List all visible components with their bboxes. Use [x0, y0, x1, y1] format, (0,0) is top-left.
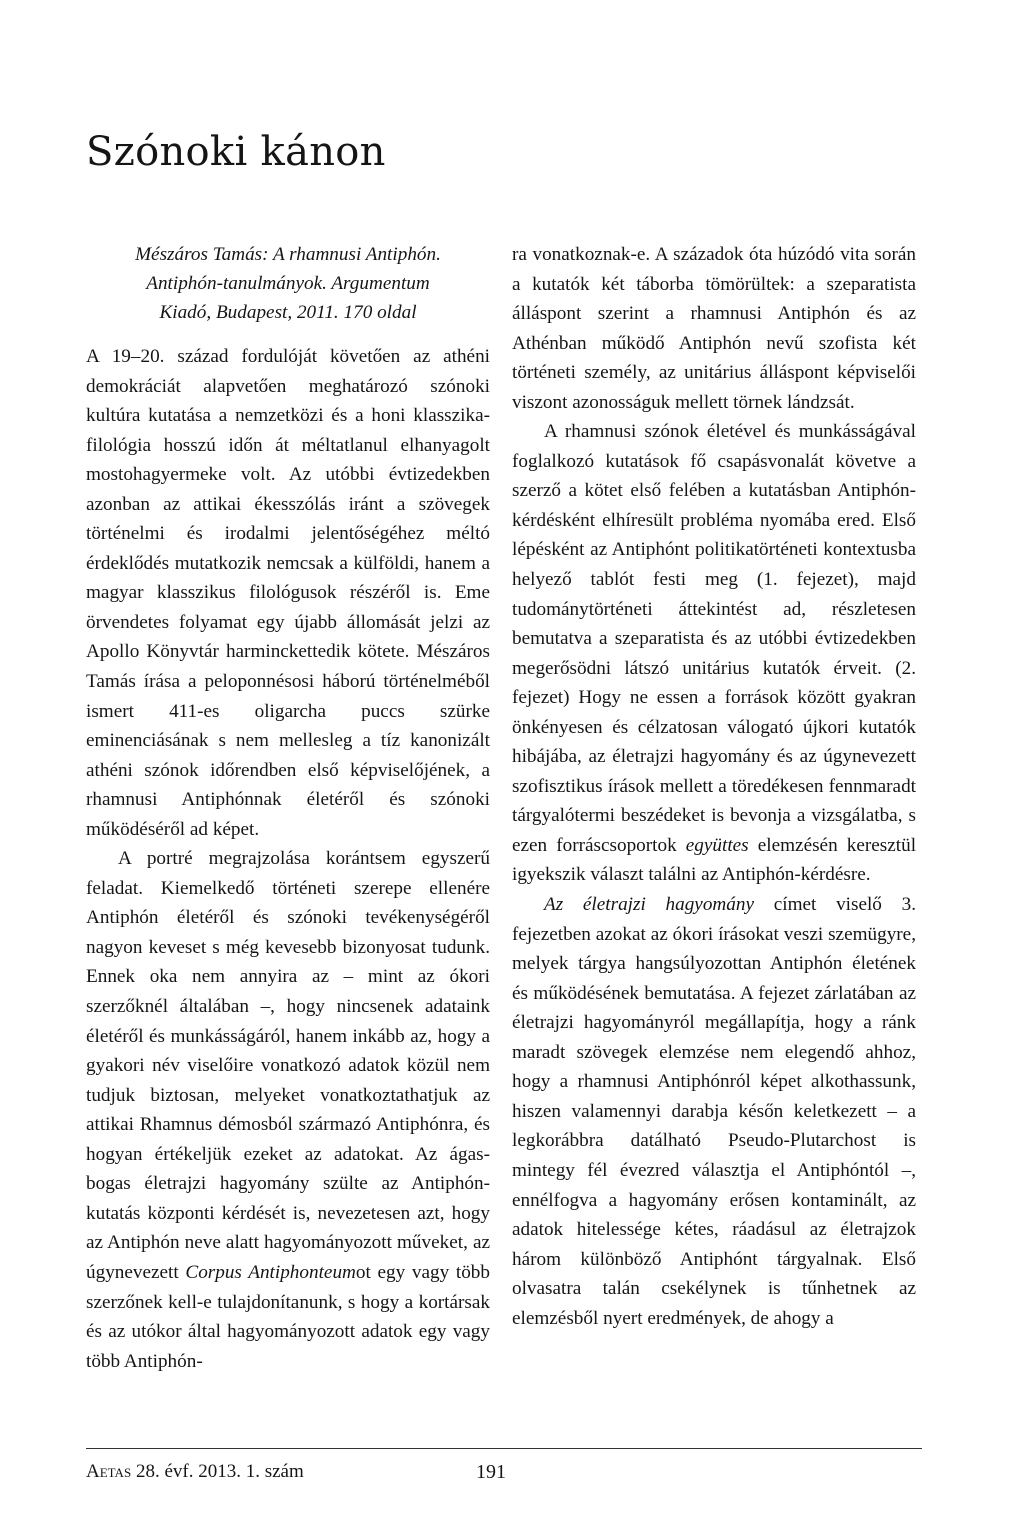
italic-term: együttes: [685, 834, 749, 856]
biblio-line: Antiphón-tanulmányok. Argumentum: [146, 273, 430, 294]
bibliographic-reference: [86, 240, 490, 327]
text-run: A rhamnusi szónok életével és munkásságával foglalkozó kutatások fő csapásvonalát követve a szerző a kötet első felében a kutatásban Antiphón-kérdésként elhíresült probléma nyomába ered. Első lépésként az Antiphónt politikatörténeti kontextusba helyező tablót festi meg (1. fejezet), majd tudománytörténeti áttekintést ad, részletesen bemutatva a szeparatista és az utóbbi évtizedekben megerősödni látszó unitárius kutatók érveit. (2. fejezet) Hogy ne essen a források között gyakran önkényesen és célzatosan válogató újkori kutatók hibájába, az életrajzi hagyomány és az úgynevezett szofisztikus írások mellett a töredékesen fennmaradt tárgyalótermi beszédeket is bevonja a vizsgálatba, s ezen forráscsoportok: [512, 421, 916, 856]
paragraph: [86, 844, 490, 1376]
biblio-line: Mészáros Tamás: A rhamnusi Antiphón.: [135, 244, 441, 265]
page-title: Szónoki kánon: [86, 129, 386, 175]
footer-rule: [86, 1448, 922, 1449]
paragraph: ra vonatkoznak-e. A századok óta húzódó vita során a kutatók két táborba tömörültek: a szeparatista álláspont szerint a rhamnusi Antiphón és az Athénban működő Antiphón nevű szofista két történeti személy, az unitárius álláspont képviselői viszont azonosságuk mellett törnek lándzsát.: [512, 244, 916, 413]
footer-journal: [86, 1461, 304, 1483]
italic-title: Corpus Antiphonteum: [185, 1261, 356, 1283]
text-run: címet viselő 3. fejezetben azokat az ókori írásokat veszi szemügyre, melyek tárgya hangsúlyozottan Antiphón életének és működésének bemutatása. A fejezet zárlatában az életrajzi hagyományról megállapítja, hogy a ránk maradt szövegek elemzése nem elegendő ahhoz, hogy a rhamnusi Antiphónról képet alkothassunk, hiszen valamennyi darabja későn keletkezett – a legkorábbra datálható Pseudo-Plutarchost is mintegy fél évezred választja el Antiphóntól –, ennélfogva a hagyomány erősen kontaminált, az adatok hitelessége kétes, ráadásul az életrajzok három különböző Antiphónt tárgyalnak. Első olvasatra talán csekélynek is tűnhetnek az elemzésből nyert eredmények, de ahogy a: [512, 894, 917, 1329]
text-run: ot egy vagy több szerzőnek kell-e tulajdonítanunk, s hogy a kortársak és az utókor által hagyományozott adatok egy vagy több Antiphón-: [86, 1261, 490, 1372]
biblio-line: Kiadó, Budapest, 2011. 170 oldal: [159, 302, 417, 323]
text-run: elemzésén keresztül igyekszik választ találni az Antiphón-kérdésre.: [512, 834, 917, 886]
paragraph: [512, 417, 916, 890]
paragraph: A 19–20. század fordulóját követően az athéni demokráciát alapvetően meghatározó szónoki kultúra kutatása a nemzetközi és a honi klasszika-filológia hosszú időn át méltatlanul elhanyagolt mostohagyermeke volt. Az utóbbi évtizedekben azonban az attikai ékesszólás iránt a szövegek történelmi és irodalmi jelentőségéhez méltó érdeklődés mutatkozik nemcsak a külföldi, hanem a magyar klasszikus filológusok részéről is. Eme örvendetes folyamat egy újabb állomását jelzi az Apollo Könyvtár harminckettedik kötete. Mészáros Tamás írása a peloponnésosi háború történelméből ismert 411-es oligarcha puccs szürke eminenciásának s nem mellesleg a tíz kanonizált athéni szónok időrendben első képviselőjének, a rhamnusi Antiphónnak életéről és szónoki működéséről ad képet.: [86, 346, 490, 840]
journal-name: Aetas: [86, 1461, 132, 1482]
left-column: [86, 240, 490, 1376]
right-column: [512, 240, 916, 1333]
paragraph: [512, 890, 916, 1333]
italic-title: Az életrajzi hagyomány: [544, 894, 754, 916]
page-number: 191: [476, 1461, 506, 1483]
text-run: A portré megrajzolása korántsem egyszerű feladat. Kiemelkedő történeti szerepe ellenére Antiphón életéről és szónoki tevékenységéről nagyon keveset s még kevesebb bizonyosat tudunk. Ennek oka nem annyira az – mint az ókori szerzőknél általában –, hogy nincsenek adataink életéről és munkásságáról, hanem inkább az, hogy a gyakori név viselőire vonatkozó adatok közül nem tudjuk biztosan, melyeket vonatkoztathatjuk az attikai Rhamnus démosból származó Antiphónra, és hogyan értékeljük ezeket az adatokat. Az ágas-bogas életrajzi hagyomány szülte az Antiphón-kutatás központi kérdését is, nevezetesen azt, hogy az Antiphón neve alatt hagyományozott műveket, az úgynevezett: [86, 848, 490, 1283]
journal-issue: 28. évf. 2013. 1. szám: [131, 1461, 304, 1482]
